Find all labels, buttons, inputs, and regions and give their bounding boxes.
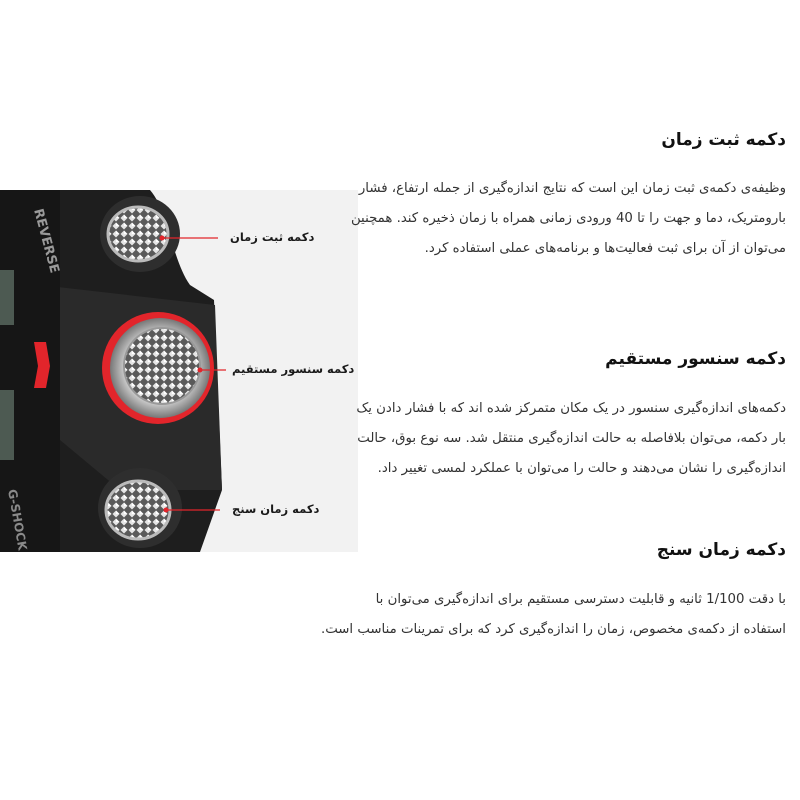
paragraph-line: وظیفه‌ی دکمه‌ی ثبت زمان این است که نتایج اندازه‌گیری از جمله ارتفاع، فشار	[358, 181, 786, 196]
paragraph-line: بارومتریک، دما و جهت را تا 40 ورودی زمانی همراه با زمان ذخیره کند. همچنین	[350, 211, 786, 226]
section-time-record	[661, 130, 786, 150]
display-edge-top	[0, 270, 14, 325]
section-title: دکمه ثبت زمان	[661, 130, 786, 150]
paragraph-line: می‌توان از آن برای ثبت فعالیت‌ها و برنامه‌های عملی استفاده کرد.	[424, 241, 786, 256]
section-stopwatch	[657, 540, 786, 560]
section-title: دکمه زمان سنج	[656, 540, 786, 560]
paragraph-line: استفاده از دکمه‌ی مخصوص، زمان را اندازه‌گیری کرد که برای تمرینات مناسب است.	[320, 622, 786, 637]
callout-dot-2	[198, 368, 203, 373]
bezel-text-top: REVERSE	[30, 207, 62, 275]
paragraph-line: اندازه‌گیری را نشان می‌دهند و حالت را می‌توان با عملکرد لمسی تغییر داد.	[377, 461, 786, 476]
callout-dot-3	[164, 508, 169, 513]
callout-label-direct-sensor: دکمه سنسور مستقیم	[232, 362, 355, 376]
section-time-record-body	[351, 174, 786, 264]
middle-button	[124, 328, 200, 404]
paragraph-line: با دقت 1/100 ثانیه و قابلیت دسترسی مستقیم برای اندازه‌گیری می‌توان با	[375, 592, 786, 607]
section-direct-sensor	[605, 349, 786, 369]
bottom-button	[106, 481, 170, 539]
section-stopwatch-body	[321, 585, 786, 645]
section-title: دکمه سنسور مستقیم	[605, 349, 786, 369]
section-direct-sensor-body	[356, 394, 786, 484]
top-button	[108, 207, 168, 261]
bezel-text-bottom: G-SHOCK	[5, 488, 30, 552]
display-edge-bottom	[0, 390, 14, 460]
callout-label-stopwatch: دکمه زمان سنج	[232, 502, 320, 516]
watch-button-illustration	[0, 190, 358, 552]
callout-dot-1	[160, 236, 165, 241]
callout-label-time-record: دکمه ثبت زمان	[230, 230, 315, 244]
paragraph-line: بار دکمه، می‌توان بلافاصله به حالت اندازه‌گیری منتقل شد. سه نوع بوق، حالت	[357, 431, 786, 446]
paragraph-line: دکمه‌های اندازه‌گیری سنسور در یک مکان متمرکز شده اند که با فشار دادن یک	[356, 401, 786, 416]
